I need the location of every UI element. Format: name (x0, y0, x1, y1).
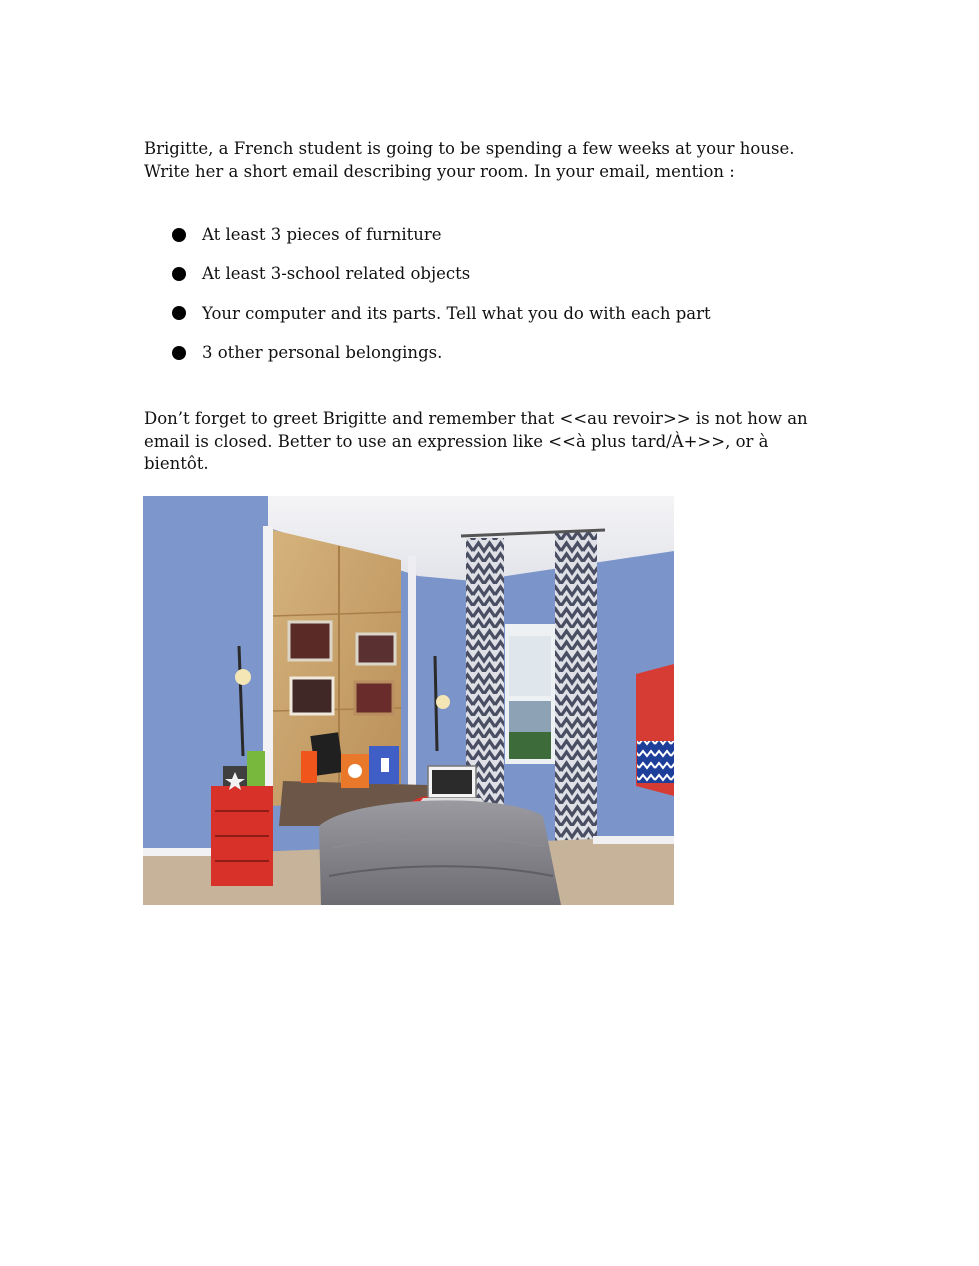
bullet-icon (172, 306, 186, 320)
list-item (172, 254, 711, 293)
closing-paragraph: Don’t forget to greet Brigitte and remember that <<au revoir>> is not how an email is closed. Better to use an expression like <<à plus tard/À+>>, or à bientôt. (144, 409, 808, 473)
bedroom-illustration (143, 496, 674, 905)
bullet-icon (172, 267, 186, 281)
bedroom-photo (143, 496, 674, 905)
list-item-text: 3 other personal belongings. (202, 343, 443, 363)
instructions-paragraph: Brigitte, a French student is going to be spending a few weeks at your house. Write her a short email describing your room. In your email, mention : (144, 139, 795, 181)
requirements-list (172, 215, 711, 372)
list-item-text: At least 3-school related objects (202, 264, 471, 284)
list-item-text: At least 3 pieces of furniture (202, 225, 442, 245)
list-item (172, 294, 711, 333)
list-item (172, 333, 711, 372)
bullet-icon (172, 228, 186, 242)
list-item (172, 215, 711, 254)
list-item-text: Your computer and its parts. Tell what you do with each part (202, 303, 711, 323)
bullet-icon (172, 346, 186, 360)
